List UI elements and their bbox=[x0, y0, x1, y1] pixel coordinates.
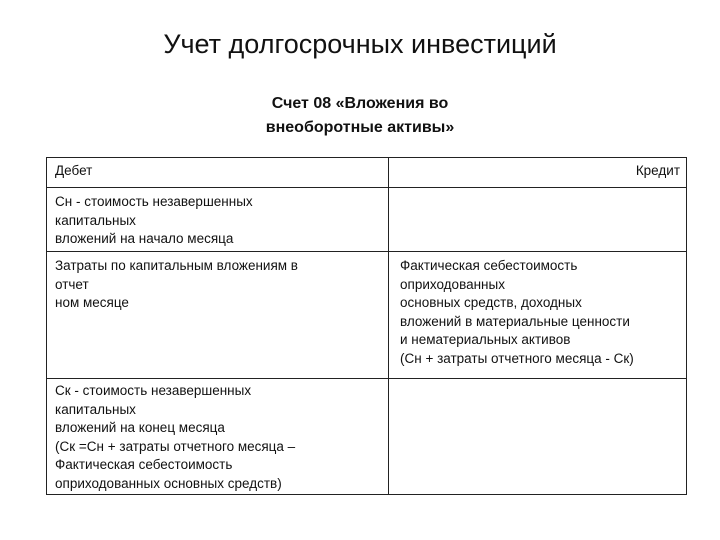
cell-line: (Ск =Сн + затраты отчетного месяца – bbox=[55, 438, 296, 454]
cell-line: оприходованных основных средств) bbox=[55, 475, 282, 491]
cell-line: капитальных bbox=[55, 401, 136, 417]
account-title bbox=[180, 92, 540, 140]
credit-empty-cell bbox=[389, 188, 686, 252]
debit-turnover-cell bbox=[47, 252, 389, 379]
cell-line: Затраты по капитальным вложениям в bbox=[55, 258, 298, 273]
cell-line: вложений в материальные ценности bbox=[400, 313, 630, 329]
cell-line: Фактическая себестоимость bbox=[55, 457, 233, 473]
debit-header-label: Дебет bbox=[55, 163, 93, 178]
account-title-line: Счет 08 «Вложения во bbox=[271, 95, 449, 112]
cell-line: капитальных bbox=[55, 212, 136, 228]
cell-line: оприходованных bbox=[400, 276, 505, 292]
cell-line: вложений на конец месяца bbox=[55, 420, 225, 436]
credit-header-label: Кредит bbox=[635, 163, 680, 178]
cell-line: Ск - стоимость незавершенных bbox=[55, 383, 252, 398]
slide-title: Учет долгосрочных инвестиций bbox=[163, 29, 557, 59]
cell-line: отчет bbox=[55, 276, 89, 292]
credit-header bbox=[389, 158, 686, 188]
cell-line: и нематериальных активов bbox=[400, 332, 571, 348]
cell-line: Сн - стоимость незавершенных bbox=[55, 194, 253, 209]
credit-empty-cell bbox=[389, 379, 686, 494]
credit-turnover-cell bbox=[389, 252, 686, 379]
t-account-table bbox=[46, 157, 687, 495]
debit-closing-balance-cell bbox=[47, 379, 389, 494]
debit-header bbox=[47, 158, 389, 188]
debit-opening-balance-cell bbox=[47, 188, 389, 252]
cell-line: ном месяце bbox=[55, 295, 129, 311]
cell-line: вложений на начало месяца bbox=[55, 231, 234, 247]
cell-line: (Сн + затраты отчетного месяца - Ск) bbox=[400, 350, 634, 366]
cell-line: Фактическая себестоимость bbox=[400, 258, 578, 273]
cell-line: основных средств, доходных bbox=[400, 295, 582, 311]
account-title-line: внеоборотные активы» bbox=[265, 119, 455, 136]
